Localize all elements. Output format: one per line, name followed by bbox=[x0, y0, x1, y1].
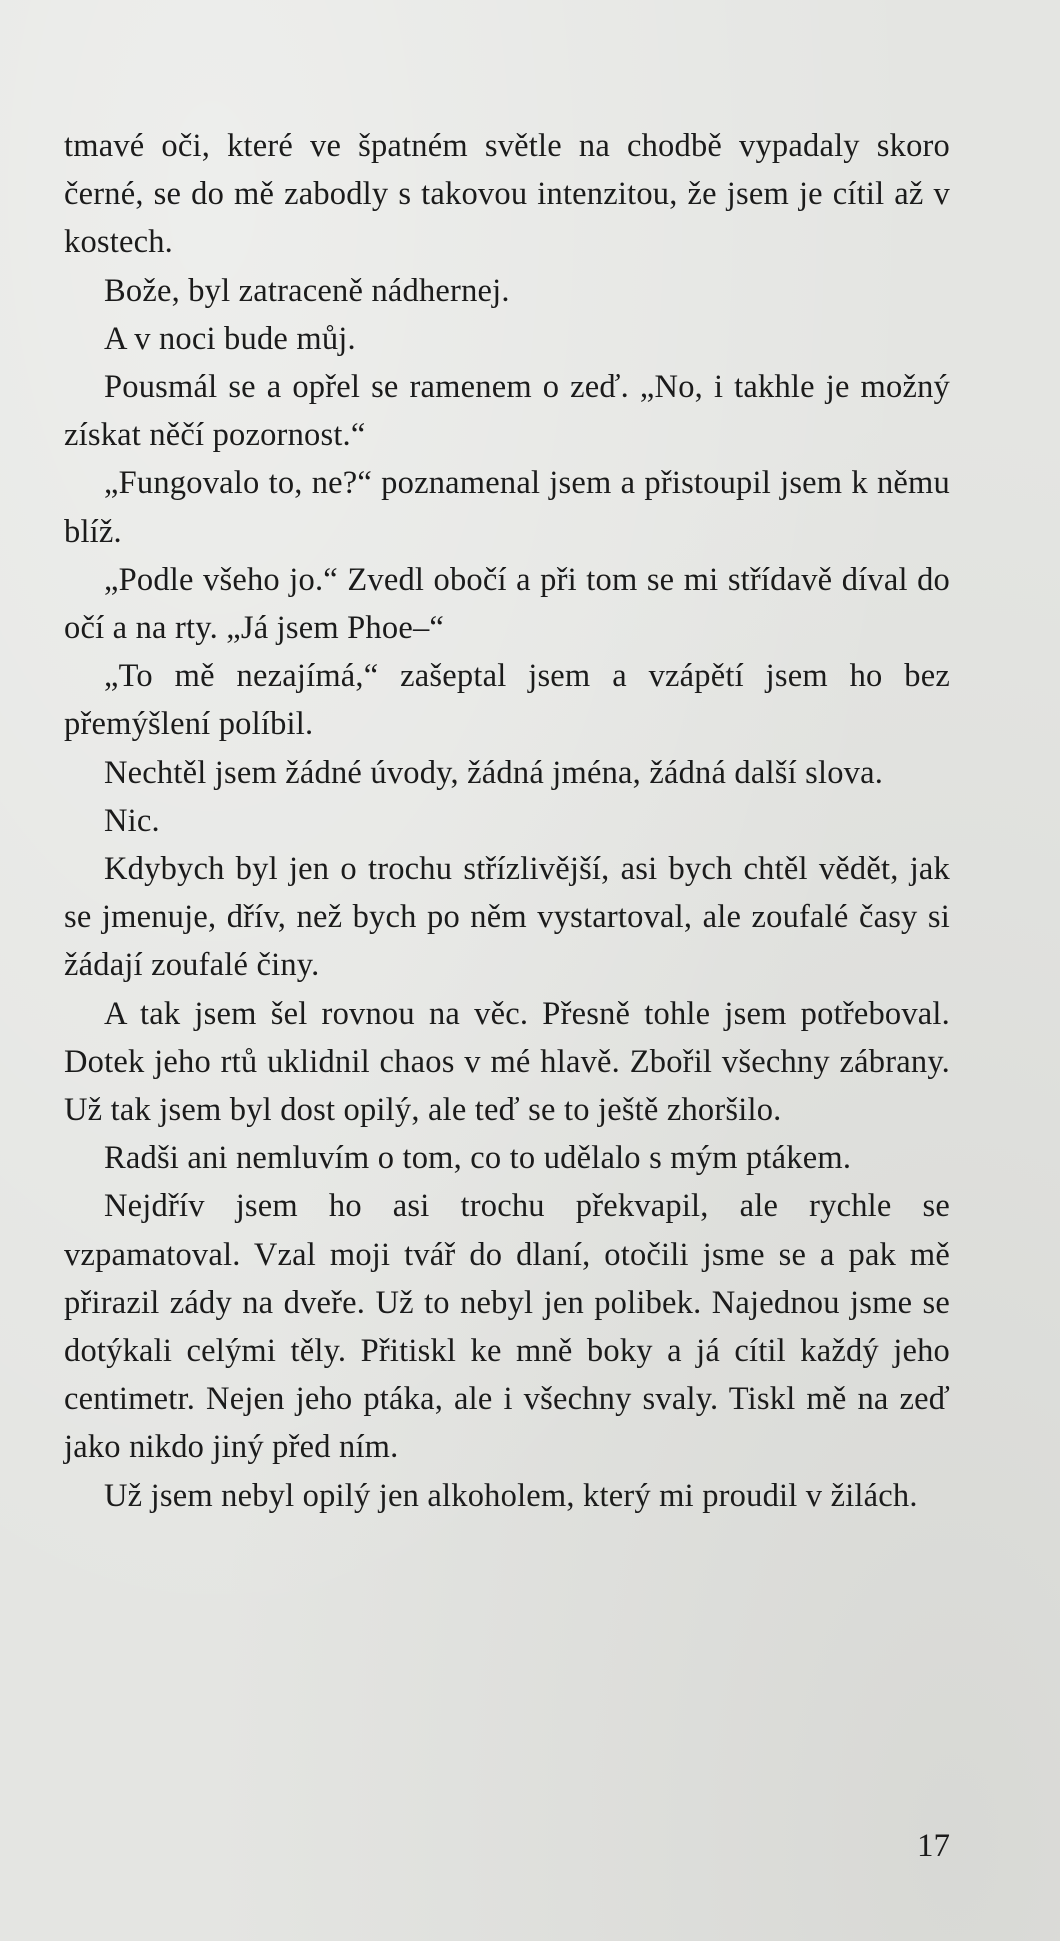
paragraph: Už jsem nebyl opilý jen alkoholem, který mi proudil v žilách. bbox=[104, 1477, 918, 1514]
paragraph: Nic. bbox=[104, 802, 160, 839]
paragraph: Pousmál se a opřel se ramenem o zeď. „No, i takhle je možný získat něčí pozornost.“ bbox=[64, 369, 950, 454]
paragraph: Radši ani nemluvím o tom, co to udělalo s mým ptákem. bbox=[104, 1140, 852, 1177]
paragraph: Kdybych byl jen o trochu střízlivější, asi bych chtěl vědět, jak se jmenuje, dřív, než bych po něm vystartoval, ale zoufalé časy si žádají zoufalé činy. bbox=[64, 851, 950, 984]
paragraph: „Podle všeho jo.“ Zvedl obočí a při tom se mi střídavě díval do očí a na rty. „Já jsem Phoe–“ bbox=[64, 561, 950, 647]
paragraph: Nechtěl jsem žádné úvody, žádná jména, žádná další slova. bbox=[104, 754, 884, 791]
paragraph: „Fungovalo to, ne?“ poznamenal jsem a přistoupil jsem k němu blíž. bbox=[64, 465, 950, 550]
paragraph: A v noci bude můj. bbox=[104, 320, 356, 357]
page-number: 17 bbox=[917, 1828, 950, 1864]
paragraph: „To mě nezajímá,“ zašeptal jsem a vzápětí jsem ho bez přemýšlení políbil. bbox=[64, 658, 950, 743]
paragraph: tmavé oči, které ve špatném světle na chodbě vypadaly skoro černé, se do mě zabodly s takovou intenzitou, že jsem je cítil až v kostech. bbox=[64, 128, 950, 261]
paragraph: Nejdřív jsem ho asi trochu překvapil, ale rychle se vzpamatoval. Vzal moji tvář do dlaní, otočili jsme se a pak mě přirazil zády na dveře. Už to nebyl jen polibek. Najednou jsme se dotýkali celými těly. Přitiskl ke mně boky a já cítil každý jeho centimetr. Nejen jeho ptáka, ale i všechny svaly. Tiskl mě na zeď jako nikdo jiný před ním. bbox=[64, 1188, 950, 1466]
body-text bbox=[64, 122, 950, 1520]
paragraph: Bože, byl zatraceně nádhernej. bbox=[104, 272, 510, 309]
paragraph: A tak jsem šel rovnou na věc. Přesně tohle jsem potřeboval. Dotek jeho rtů uklidnil chaos v mé hlavě. Zbořil všechny zábrany. Už tak jsem byl dost opilý, ale teď se to ještě zhoršilo. bbox=[64, 995, 950, 1129]
